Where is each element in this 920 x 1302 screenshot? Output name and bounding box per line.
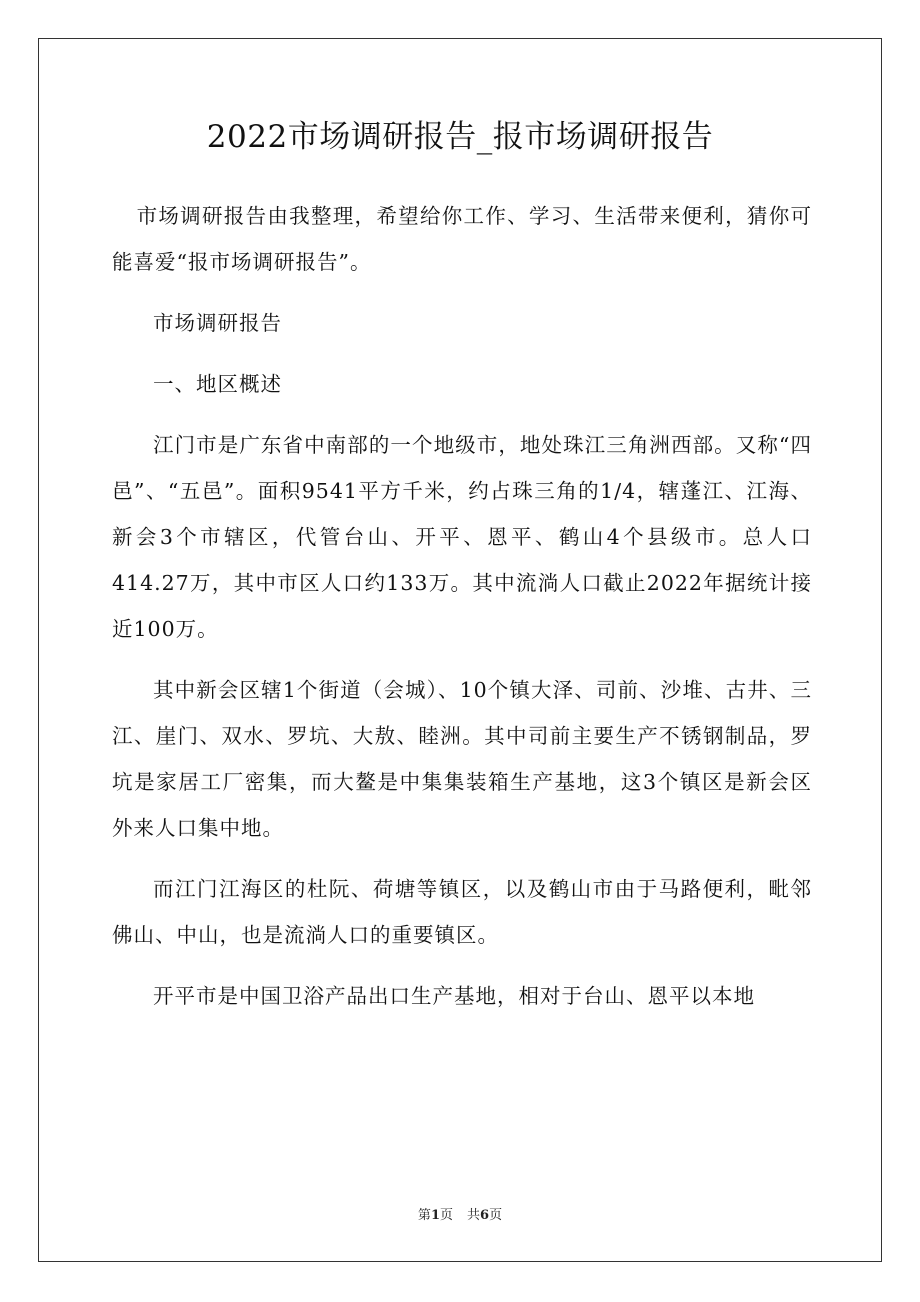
- document-title: 2022市场调研报告_报市场调研报告: [206, 119, 714, 155]
- current-page-number: 1: [430, 1208, 440, 1223]
- intro-paragraph: 市场调研报告由我整理，希望给你工作、学习、生活带来便利，猜你可能喜爱“报市场调研报告”。: [112, 204, 812, 274]
- section-heading-report: 市场调研报告: [153, 311, 282, 335]
- body-paragraph: 而江门江海区的杜阮、荷塘等镇区，以及鹤山市由于马路便利，毗邻佛山、中山，也是流淌人口的重要镇区。: [112, 877, 812, 947]
- total-prefix: 共: [467, 1208, 481, 1223]
- page-prefix: 第: [417, 1208, 431, 1223]
- total-unit: 页: [489, 1208, 503, 1223]
- body-paragraph: 江门市是广东省中南部的一个地级市，地处珠江三角洲西部。又称“四邑”、“五邑”。面积9541平方千米，约占珠三角的1/4，辖蓬江、江海、新会3个市辖区，代管台山、开平、恩平、鹤山4个县级市。总人口414.27万，其中市区人口约133万。其中流淌人口截止2022年据统计接近100万。: [112, 433, 812, 641]
- document-body: [112, 193, 812, 1034]
- section-heading-overview: 一、地区概述: [153, 372, 282, 396]
- total-page-count: 6: [480, 1208, 490, 1223]
- page-unit: 页: [439, 1208, 453, 1223]
- body-paragraph: 其中新会区辖1个街道（会城）、10个镇大泽、司前、沙堆、古井、三江、崖门、双水、罗坑、大敖、睦洲。其中司前主要生产不锈钢制品，罗坑是家居工厂密集，而大鳌是中集集装箱生产基地，这3个镇区是新会区外来人口集中地。: [112, 678, 812, 840]
- body-paragraph: 开平市是中国卫浴产品出口生产基地，相对于台山、恩平以本地: [153, 984, 755, 1008]
- page-number-footer: [0, 1206, 920, 1226]
